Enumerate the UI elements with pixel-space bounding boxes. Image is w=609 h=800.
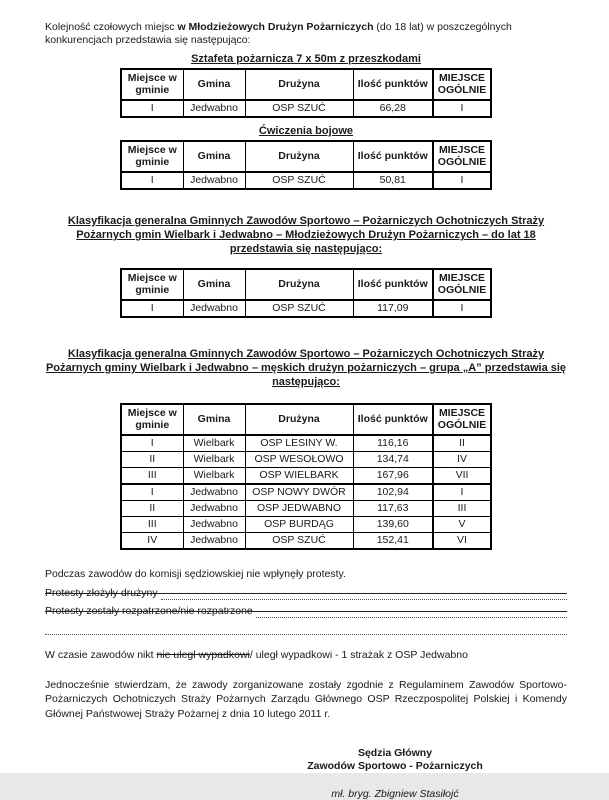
table-row bbox=[121, 300, 491, 317]
table-cell: 134,74 bbox=[353, 451, 433, 467]
table-cell: I bbox=[433, 300, 491, 317]
header-cell: Drużyna bbox=[245, 141, 353, 172]
table-cell: Jedwabno bbox=[183, 500, 245, 516]
table-cell: 117,63 bbox=[353, 500, 433, 516]
table-cell: OSP LESINY W. bbox=[245, 435, 353, 452]
header-cell: MIEJSCE OGÓLNIE bbox=[433, 269, 491, 300]
header-cell: Ilość punktów bbox=[353, 404, 433, 435]
header-cell: Ilość punktów bbox=[353, 269, 433, 300]
header-cell: Miejsce w gminie bbox=[121, 69, 183, 100]
table-cell: V bbox=[433, 516, 491, 532]
header-cell: Gmina bbox=[183, 69, 245, 100]
table-cell: OSP SZUĆ bbox=[245, 172, 353, 189]
table-cell: I bbox=[433, 100, 491, 117]
table-cell: IV bbox=[433, 451, 491, 467]
table-cell: Wielbark bbox=[183, 435, 245, 452]
header-cell: MIEJSCE OGÓLNIE bbox=[433, 141, 491, 172]
table-cell: I bbox=[121, 172, 183, 189]
table-cell: Jedwabno bbox=[183, 100, 245, 117]
table-cell: I bbox=[433, 484, 491, 501]
results-table-cwiczenia bbox=[120, 140, 492, 190]
table-cell: OSP WIELBARK bbox=[245, 467, 353, 484]
table-cell: I bbox=[121, 435, 183, 452]
header-cell: Gmina bbox=[183, 269, 245, 300]
table-cell: OSP WESOŁOWO bbox=[245, 451, 353, 467]
table-cell: OSP NOWY DWÓR bbox=[245, 484, 353, 501]
table-cell: Jedwabno bbox=[183, 484, 245, 501]
struck-form-line-protesty-zlozyly bbox=[45, 587, 567, 600]
table-title-cwiczenia: Ćwiczenia bojowe bbox=[258, 124, 354, 137]
table-cell: VII bbox=[433, 467, 491, 484]
header-cell: Ilość punktów bbox=[353, 69, 433, 100]
table-cell: 50,81 bbox=[353, 172, 433, 189]
signature-name: mł. bryg. Zbigniew Stasiłojć bbox=[331, 788, 459, 800]
header-row bbox=[121, 69, 491, 100]
header-cell: Miejsce w gminie bbox=[121, 404, 183, 435]
dotted-leader bbox=[161, 596, 567, 600]
no-protests-statement: Podczas zawodów do komisji sędziowskiej nie wpłynęły protesty. bbox=[45, 567, 346, 580]
table-cell: 116,16 bbox=[353, 435, 433, 452]
struck-form-line-protesty-rozpatrzone bbox=[45, 605, 567, 618]
dotted-leader bbox=[256, 614, 567, 618]
accident-text-post: / uległ wypadkowi - 1 strażak z OSP Jedwabno bbox=[249, 648, 468, 661]
signature-block bbox=[275, 747, 515, 800]
table-cell: Jedwabno bbox=[183, 532, 245, 549]
table-cell: I bbox=[433, 172, 491, 189]
table-cell: VI bbox=[433, 532, 491, 549]
table-cell: OSP BURDĄG bbox=[245, 516, 353, 532]
dotted-fill-line bbox=[45, 632, 567, 635]
table-cell: II bbox=[121, 500, 183, 516]
table-cell: Jedwabno bbox=[183, 516, 245, 532]
accident-statement bbox=[45, 649, 567, 661]
intro-text-post: (do 18 lat) w poszczególnych konkurencjach przedstawia się następująco: bbox=[45, 21, 512, 47]
header-row bbox=[121, 404, 491, 435]
header-cell: Drużyna bbox=[245, 269, 353, 300]
table-row bbox=[121, 484, 491, 501]
results-table-sztafeta bbox=[120, 68, 492, 118]
table-row bbox=[121, 435, 491, 452]
header-cell: MIEJSCE OGÓLNIE bbox=[433, 69, 491, 100]
table-cell: 102,94 bbox=[353, 484, 433, 501]
table-cell: OSP SZUĆ bbox=[245, 532, 353, 549]
table-cell: II bbox=[433, 435, 491, 452]
table-cell: Jedwabno bbox=[183, 172, 245, 189]
table-cell: OSP SZUĆ bbox=[245, 100, 353, 117]
table-cell: 167,96 bbox=[353, 467, 433, 484]
closing-statement: Jednocześnie stwierdzam, że zawody zorganizowane zostały zgodnie z Regulaminem Zawodów Sportowo-Pożarniczych Ochotniczych Straży Pożarnych Zarządu Głównego OSP Rzeczpospolitej Polskiej i Komendy Głównej Państwowej Straży Pożarnej z dnia 10 lutego 2011 r. bbox=[45, 678, 567, 720]
table-row bbox=[121, 100, 491, 117]
intro-paragraph bbox=[45, 21, 567, 48]
results-table-grupa-a bbox=[120, 403, 492, 550]
table-cell: III bbox=[121, 467, 183, 484]
header-cell: MIEJSCE OGÓLNIE bbox=[433, 404, 491, 435]
table-row bbox=[121, 451, 491, 467]
table-cell: III bbox=[433, 500, 491, 516]
table-cell: 139,60 bbox=[353, 516, 433, 532]
intro-text-pre: Kolejność czołowych miejsc bbox=[45, 21, 178, 33]
table-cell: OSP JEDWABNO bbox=[245, 500, 353, 516]
table-cell: 117,09 bbox=[353, 300, 433, 317]
table-cell: III bbox=[121, 516, 183, 532]
table-cell: IV bbox=[121, 532, 183, 549]
table-row bbox=[121, 500, 491, 516]
table-cell: I bbox=[121, 100, 183, 117]
table-row bbox=[121, 516, 491, 532]
table-cell: Wielbark bbox=[183, 467, 245, 484]
table-cell: 66,28 bbox=[353, 100, 433, 117]
header-cell: Miejsce w gminie bbox=[121, 141, 183, 172]
intro-text-bold: w Młodzieżowych Drużyn Pożarniczych bbox=[177, 21, 374, 33]
header-cell: Drużyna bbox=[245, 404, 353, 435]
accident-text-pre: W czasie zawodów nikt bbox=[45, 648, 157, 661]
struck-form-label: Protesty zostały rozpatrzone/nie rozpatrzone bbox=[45, 605, 253, 618]
table-cell: OSP SZUĆ bbox=[245, 300, 353, 317]
header-cell: Miejsce w gminie bbox=[121, 269, 183, 300]
header-cell: Ilość punktów bbox=[353, 141, 433, 172]
table-row bbox=[121, 532, 491, 549]
header-cell: Gmina bbox=[183, 141, 245, 172]
struck-form-label: Protesty złożyły drużyny bbox=[45, 587, 158, 600]
table-title-sztafeta: Sztafeta pożarnicza 7 x 50m z przeszkodami bbox=[191, 52, 421, 65]
table-cell: 152,41 bbox=[353, 532, 433, 549]
signature-role-line1: Sędzia Główny bbox=[357, 747, 433, 760]
section-heading-grupa-a: Klasyfikacja generalna Gminnych Zawodów Sportowo – Pożarniczych Ochotniczych Straży Pożarnych gminy Wielbark i Jedwabno – męskich drużyn pożarniczych – grupa „A” przedstawia się następująco: bbox=[45, 347, 567, 389]
section-heading-mlodziezowe: Klasyfikacja generalna Gminnych Zawodów Sportowo – Pożarniczych Ochotniczych Straży Pożarnych gmin Wielbark i Jedwabno – Młodzieżowych Drużyn Pożarniczych – do lat 18 przedstawia się następująco: bbox=[67, 214, 545, 256]
header-row bbox=[121, 141, 491, 172]
table-cell: Jedwabno bbox=[183, 300, 245, 317]
table-cell: I bbox=[121, 484, 183, 501]
accident-text-struck: nie uległ wypadkowi bbox=[156, 648, 250, 661]
signature-role-line2: Zawodów Sportowo - Pożarniczych bbox=[307, 760, 483, 773]
results-table-mlodziezowe bbox=[120, 268, 492, 318]
header-cell: Gmina bbox=[183, 404, 245, 435]
table-cell: Wielbark bbox=[183, 451, 245, 467]
table-cell: I bbox=[121, 300, 183, 317]
table-row bbox=[121, 467, 491, 484]
table-cell: II bbox=[121, 451, 183, 467]
header-cell: Drużyna bbox=[245, 69, 353, 100]
table-row bbox=[121, 172, 491, 189]
header-row bbox=[121, 269, 491, 300]
